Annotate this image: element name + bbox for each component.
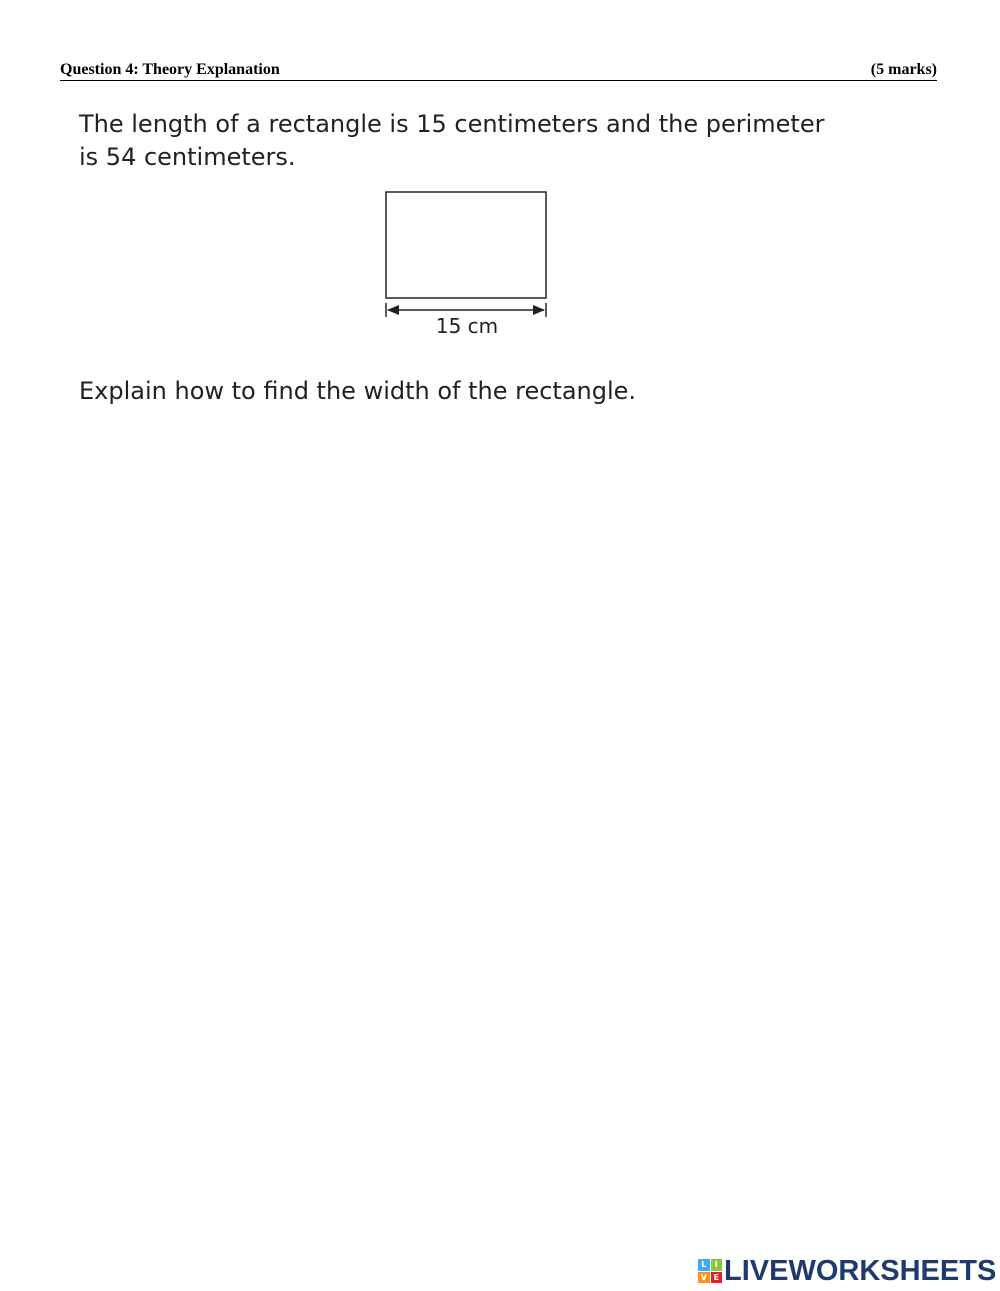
instruction-text: Explain how to find the width of the rectangle. — [79, 377, 637, 405]
question-text — [79, 108, 839, 174]
logo-block-e: E — [711, 1272, 723, 1284]
rectangle-diagram-svg — [380, 185, 555, 345]
dimension-arrow-left — [387, 305, 399, 315]
liveworksheets-logo — [698, 1256, 996, 1286]
question-header — [60, 60, 937, 81]
marks-label: (5 marks) — [870, 61, 937, 78]
rectangle-diagram — [380, 185, 555, 345]
question-line-1: The length of a rectangle is 15 centimeters and the perimeter — [79, 110, 825, 138]
question-title: Question 4: Theory Explanation — [60, 61, 280, 78]
logo-wordmark: LIVEWORKSHEETS — [724, 1254, 997, 1287]
logo-block-v: V — [698, 1272, 710, 1284]
logo-block-i: I — [711, 1259, 723, 1271]
logo-block-l: L — [698, 1259, 710, 1271]
dimension-arrow-right — [533, 305, 545, 315]
length-label: 15 cm — [435, 314, 499, 338]
logo-blocks-icon — [698, 1259, 722, 1283]
rectangle-shape — [386, 192, 546, 298]
question-line-2: is 54 centimeters. — [79, 143, 296, 171]
